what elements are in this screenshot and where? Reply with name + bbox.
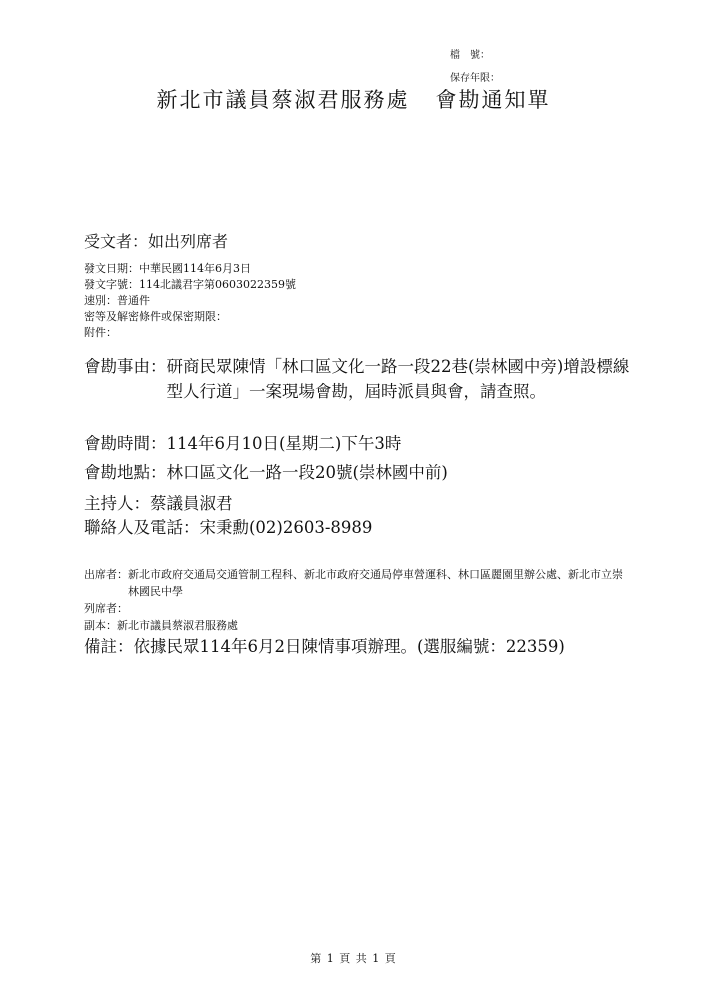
- issue-ref-number: 發文字號：114北議君字第0603022359號: [84, 278, 296, 291]
- office-name: 新北市議員蔡淑君服務處: [156, 88, 410, 112]
- subject-block: [84, 354, 644, 404]
- meeting-time: 會勘時間：114年6月10日(星期二)下午3時: [84, 434, 402, 453]
- observer-list: [128, 600, 629, 617]
- meeting-contact: 聯絡人及電話：宋秉勳(02)2603-8989: [84, 518, 373, 537]
- delivery-speed: 速別：普通件: [84, 294, 150, 307]
- meeting-host: 主持人：蔡議員淑君: [84, 494, 233, 513]
- observer-label: 列席者：: [84, 602, 128, 615]
- copy-label: 副本：: [84, 619, 117, 632]
- note-line: 備註：依據民眾114年6月2日陳情事項辦理。(選服編號：22359): [84, 637, 565, 656]
- page-footer: 第 1 頁 共 1 頁: [310, 952, 397, 965]
- subject-text: 研商民眾陳情「林口區文化一路一段22巷(崇林國中旁)增設標線型人行道」一案現場會勘，屆時派員與會，請查照。: [166, 357, 630, 401]
- observer-row: [84, 600, 629, 617]
- file-number-label: 檔 號：: [450, 50, 490, 61]
- recipient-line: 受文者：如出列席者: [84, 232, 229, 251]
- attachment-line: 附件：: [84, 326, 117, 339]
- attendee-label: 出席者：: [84, 568, 128, 581]
- issue-info: [84, 261, 296, 341]
- attendees-block: [84, 566, 629, 634]
- meeting-place: 會勘地點：林口區文化一路一段20號(崇林國中前): [84, 463, 448, 482]
- issue-date: 發文日期：中華民國114年6月3日: [84, 262, 251, 275]
- subject-label: 會勘事由：: [84, 357, 167, 376]
- copy-row: [84, 617, 629, 634]
- attendee-row: [84, 566, 629, 600]
- retention-label: 保存年限：: [450, 73, 500, 84]
- attendee-list: 新北市政府交通局交通管制工程科、新北市政府交通局停車營運科、林口區麗園里辦公處、新北市立崇林國民中學: [128, 568, 623, 598]
- file-number-field: [450, 44, 650, 67]
- secrecy-level: 密等及解密條件或保密期限：: [84, 310, 227, 323]
- document-title: [0, 84, 707, 114]
- document-type: 會勘通知單: [435, 88, 551, 112]
- copy-list: 新北市議員蔡淑君服務處: [117, 619, 238, 632]
